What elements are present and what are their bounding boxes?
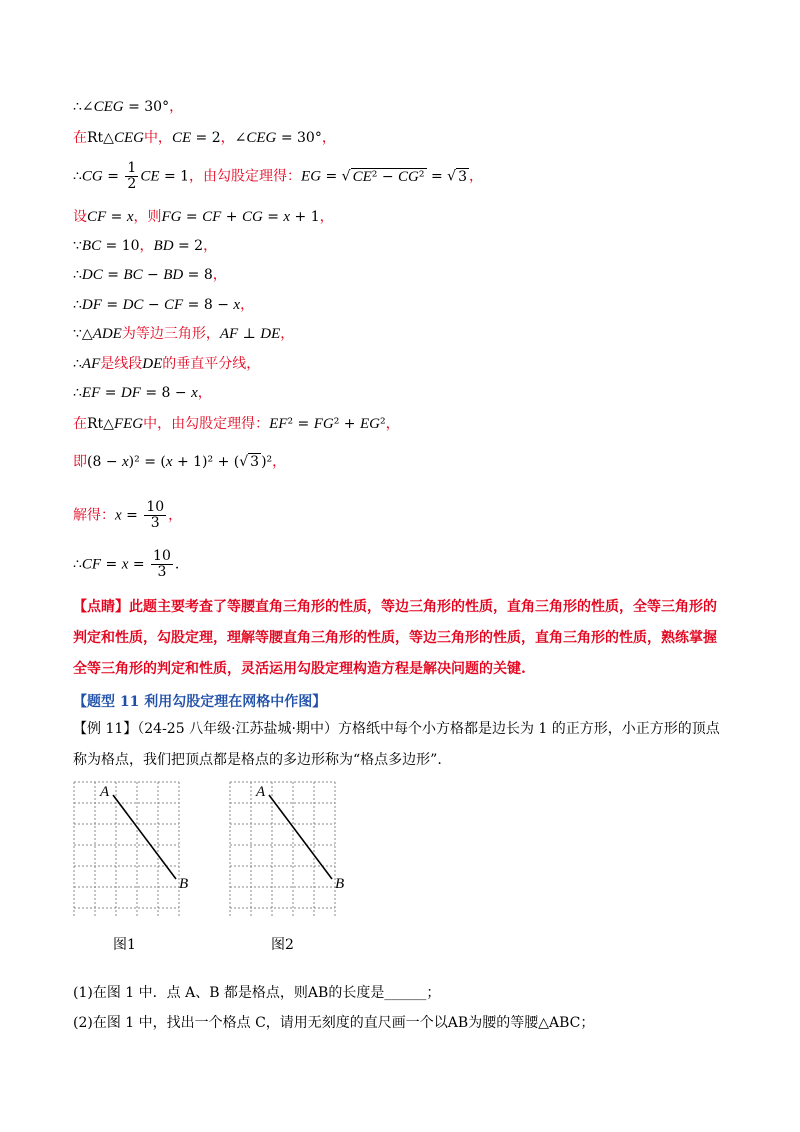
proof-line-6: ∴DC = BC − BD = 8， <box>73 267 227 283</box>
example-text: 方格纸中每个小方格都是边长为 1 的正方形，小正方形的顶点称为格点，我们把顶点都是格点的多边形称为“格点多边形”. <box>73 721 720 768</box>
comment-paragraph <box>73 592 728 685</box>
proof-line-11: 在Rt△FEG中，由勾股定理得：EF² = FG² + EG²， <box>73 416 400 432</box>
example-label: 【例 11】 <box>73 721 138 737</box>
proof-line-2: 在Rt△CEG中，CE = 2，∠CEG = 30°， <box>73 130 336 146</box>
proof-line-14: ∴CF = x = $\frac{10}{3}$ . <box>73 548 180 580</box>
proof-line-12: 即(8 − x)² = (x + 1)² + (√ 3 )²， <box>73 454 287 470</box>
proof-line-3: ∴CG = $\frac{1}{2}$ CE = 1，由勾股定理得：EG = √ CE² − CG² = √ 3 ， <box>73 160 483 192</box>
comment-text: 此题主要考查了等腰直角三角形的性质，等边三角形的性质，直角三角形的性质，全等三角形的判定和性质，勾股定理，理解等腰直角三角形的性质，等边三角形的性质，直角三角形的性质，熟练掌握全等三角形的判定和性质，灵活运用勾股定理构造方程是解决问题的关键. <box>73 599 717 677</box>
question-1: (1)在图 1 中．点 A、B 都是格点，则AB的长度是______； <box>73 985 441 1001</box>
proof-line-8: ∵△ADE为等边三角形，AF ⊥ DE， <box>73 326 295 342</box>
point-a-label: A <box>100 784 110 800</box>
proof-line-9: ∴AF是线段DE的垂直平分线， <box>73 356 261 372</box>
point-b-label: B <box>179 876 189 892</box>
proof-line-4: 设CF = x，则FG = CF + CG = x + 1， <box>73 209 334 225</box>
proof-line-5: ∵BC = 10，BD = 2， <box>73 238 218 254</box>
section-heading: 【题型 11 利用勾股定理在网格中作图】 <box>73 694 327 710</box>
example-source: （24-25 八年级·江苏盐城·期中） <box>137 721 338 737</box>
figure-1-caption: 图1 <box>113 937 136 953</box>
comment-label: 【点睛】 <box>73 599 129 615</box>
proof-line-13: 解得：x = $\frac{10}{3}$ ， <box>73 499 183 531</box>
proof-line-7: ∴DF = DC − CF = 8 − x， <box>73 297 255 313</box>
grid-figure-1 <box>70 778 200 924</box>
proof-line-1: ∴∠CEG = 30°， <box>73 99 184 115</box>
example-paragraph <box>73 714 728 776</box>
grid-figure-2 <box>226 778 356 924</box>
point-a-label: A <box>256 784 266 800</box>
figure-2-caption: 图2 <box>271 937 294 953</box>
point-b-label: B <box>335 876 345 892</box>
proof-line-10: ∴EF = DF = 8 − x， <box>73 385 212 401</box>
question-2: (2)在图 1 中，找出一个格点 C，请用无刻度的直尺画一个以AB为腰的等腰△ABC； <box>73 1015 595 1031</box>
